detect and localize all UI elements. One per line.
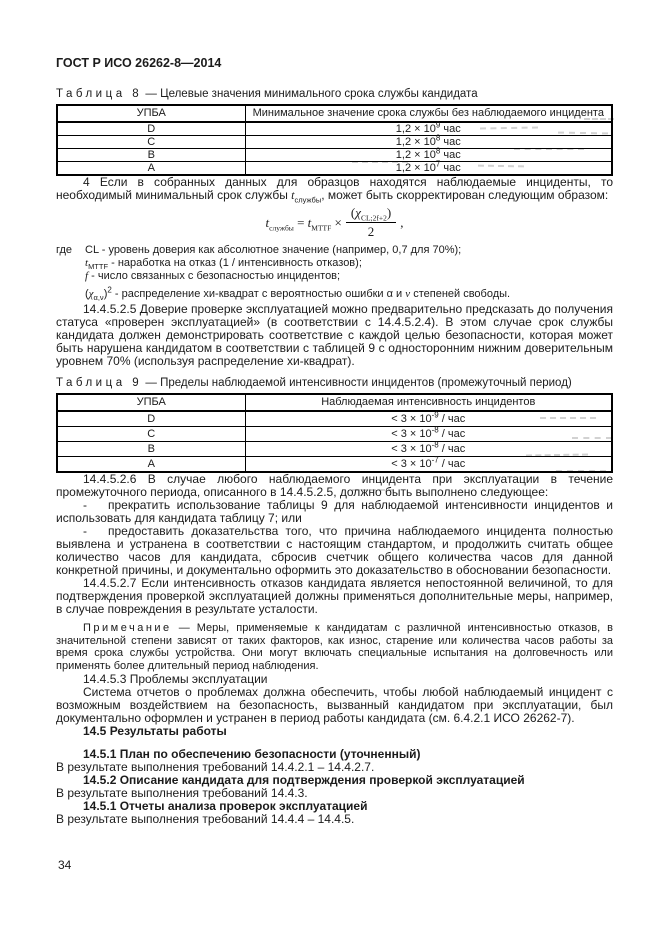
table9-upba-d: D bbox=[57, 411, 245, 427]
table8-value-d: $1,2 \times 10^9$ час bbox=[245, 122, 612, 136]
table9-upba-c: C bbox=[57, 427, 245, 442]
section-14-5-3-text: В результате выполнения требований 14.4.4 – 14.4.5. bbox=[56, 811, 355, 826]
table9-caption bbox=[56, 377, 613, 390]
table9-value-b: < $3 \times 10^{-8}$ / час bbox=[245, 442, 612, 457]
section-14-4-5-3-title: 14.4.5.3 Проблемы эксплуатации bbox=[83, 671, 268, 686]
paragraph-14-4-5-2-6: 14.4.5.2.6 В случае любого наблюдаемого инцидента при эксплуатации в течение промежуточного периода, описанного в 14.4.5.2.5, должно быть выполнено следующее: bbox=[56, 472, 613, 499]
table8-value-c: $1,2 \times 10^8$ час bbox=[245, 136, 612, 149]
section-14-5-2-text: В результате выполнения требований 14.4.3. bbox=[56, 785, 308, 800]
table-row bbox=[57, 442, 612, 457]
paragraph-14-4-5-2-7: 14.4.5.2.7 Если интенсивность отказов кандидата является непостоянной величиной, то для подтверждения проверкой эксплуатацией должны применяться дополнительные меры, например, в случае повреждения в результате усталости. bbox=[56, 576, 613, 616]
table-row bbox=[57, 411, 612, 427]
bullet-item-2: - предоставить доказательства того, что причина наблюдаемого инцидента полностью выявлена и устранена в соответствии с настоящим стандартом, и продолжить считать общее количество часов для кандидата, сбросив счетчик общего количества часов для данной конкретной причины, и документально оформить это доказательство в обосновании безопасности. bbox=[56, 524, 613, 577]
var-t-service: t bbox=[291, 188, 295, 202]
table8-upba-d: D bbox=[57, 122, 245, 136]
table9-col-upba: УПБА bbox=[57, 394, 245, 411]
table9-upba-a: A bbox=[57, 457, 245, 473]
page-number: 34 bbox=[58, 858, 72, 872]
bullet-dash: - bbox=[83, 498, 87, 512]
table8-col-upba: УПБА bbox=[57, 105, 245, 122]
table9-upba-b: B bbox=[57, 442, 245, 457]
table8-caption-title: Целевые значения минимального срока службы кандидата bbox=[160, 88, 478, 100]
table9-caption-separator: — bbox=[142, 377, 161, 389]
bullet-item-1: - прекратить использование таблицы 9 для наблюдаемой интенсивности инцидентов и использовать для кандидата таблицу 7; или bbox=[56, 498, 613, 525]
table8-col-value: Минимальное значение срока службы без наблюдаемого инцидента bbox=[245, 105, 612, 122]
table-row bbox=[57, 427, 612, 442]
table8-upba-a: A bbox=[57, 162, 245, 176]
table9-value-d: < $3 \times 10^{-9}$ / час bbox=[245, 411, 612, 427]
note-separator: — bbox=[171, 622, 197, 634]
chi-symbol: χ bbox=[355, 205, 361, 220]
definition-cl: CL - уровень доверия как абсолютное значение (например, 0,7 для 70%); bbox=[85, 244, 462, 256]
table8-caption bbox=[56, 88, 613, 101]
section-14-5-2-title: 14.5.2 Описание кандидата для подтверждения проверкой эксплуатацией bbox=[83, 772, 525, 787]
table-8 bbox=[56, 104, 613, 176]
section-14-5-3-title: 14.5.1 Отчеты анализа проверок эксплуатацией bbox=[83, 798, 368, 813]
table9-caption-title: Пределы наблюдаемой интенсивности инцидентов (промежуточный период) bbox=[160, 377, 572, 389]
definition-f: f - число связанных с безопасностью инцидентов; bbox=[85, 270, 341, 282]
table8-upba-c: C bbox=[57, 136, 245, 149]
definition-chi: $(\chi_{\alpha,\nu})^2$ - распределение хи-квадрат с вероятностью ошибки α и ν степеней свободы. bbox=[85, 285, 511, 303]
formula-definitions bbox=[56, 244, 613, 303]
table8-header-row bbox=[57, 105, 612, 122]
table-row bbox=[57, 149, 612, 162]
formula-service-life: $t_{службы} = t_{MTTF}$ × $\frac{(\chi_{CL;2f+2})}{2}$ , bbox=[265, 205, 404, 239]
section-14-5-1-text: В результате выполнения требований 14.4.2.1 – 14.4.2.7. bbox=[56, 759, 375, 774]
table-row bbox=[57, 122, 612, 136]
paragraph-14-4-5-2-5: 14.4.5.2.5 Доверие проверке эксплуатацией можно предварительно предсказать до получения статуса «проверен эксплуатацией» (в соответствии с 14.4.5.2.4). В этом случае срок службы кандидата должен демонстрировать соответствие с каждой целью безопасности, которая может быть нарушена кандидатом в соответствии с таблицей 9 с односторонним нижним доверительным уровнем 70% (используя распределение хи-квадрат). bbox=[56, 302, 613, 368]
table8-value-b: $1,2 \times 10^8$ час bbox=[245, 149, 612, 162]
table-row bbox=[57, 457, 612, 473]
section-14-5-title: 14.5 Результаты работы bbox=[83, 723, 227, 738]
bullet-dash: - bbox=[83, 524, 87, 538]
table9-header-row bbox=[57, 394, 612, 411]
note-label: Примечание bbox=[83, 622, 172, 634]
table9-value-c: < $3 \times 10^{-8}$ / час bbox=[245, 427, 612, 442]
note-paragraph bbox=[56, 622, 613, 673]
chi-symbol: χ bbox=[88, 288, 94, 300]
table9-caption-label: Таблица 9 bbox=[56, 377, 143, 389]
where-label: где bbox=[56, 244, 73, 256]
fraction: $\frac{(\chi_{CL;2f+2})}{2}$ bbox=[346, 205, 396, 240]
table-row bbox=[57, 136, 612, 149]
table8-caption-separator: — bbox=[142, 88, 161, 100]
note-text: Меры, применяемые к кандидатам с различной интенсивностью отказов, в значительной степени зависят от таких факторов, как износ, старение или количества часов работы за время срока службы устройства. Они могут включать специальные испытания на долговечность или применять более длительный период наблюдения. bbox=[56, 622, 613, 673]
table-row bbox=[57, 162, 612, 176]
table9-value-a: < $3 \times 10^{-7}$ / час bbox=[245, 457, 612, 473]
table8-upba-b: B bbox=[57, 149, 245, 162]
table8-caption-label: Таблица 8 bbox=[56, 88, 143, 100]
paragraph-note-4: 4 Если в собранных данных для образцов находятся наблюдаемые инциденты, то необходимый минимальный срок службы $t_{службы}$, может быть скорректирован следующим образом: bbox=[56, 175, 613, 205]
page-content bbox=[56, 56, 613, 826]
table-9 bbox=[56, 393, 613, 473]
document-title: ГОСТ Р ИСО 26262-8—2014 bbox=[56, 56, 222, 70]
nu-symbol: ν bbox=[405, 288, 411, 300]
table8-value-a: $1,2 \times 10^7$ час bbox=[245, 162, 612, 176]
section-14-5-1-title: 14.5.1 План по обеспечению безопасности (уточненный) bbox=[83, 746, 421, 761]
section-14-4-5-3-text: Система отчетов о проблемах должна обеспечить, чтобы любой наблюдаемый инцидент с возможным воздействием на безопасность, вызванный кандидатом при эксплуатации, был документально оформлен и устранен в период работы кандидата (см. 6.4.2.1 ИСО 26262-7). bbox=[56, 684, 613, 725]
definition-tmttf: $t_{MTTF}$ - наработка на отказ (1 / интенсивность отказов); bbox=[85, 257, 362, 272]
table9-col-value: Наблюдаемая интенсивность инцидентов bbox=[245, 394, 612, 411]
